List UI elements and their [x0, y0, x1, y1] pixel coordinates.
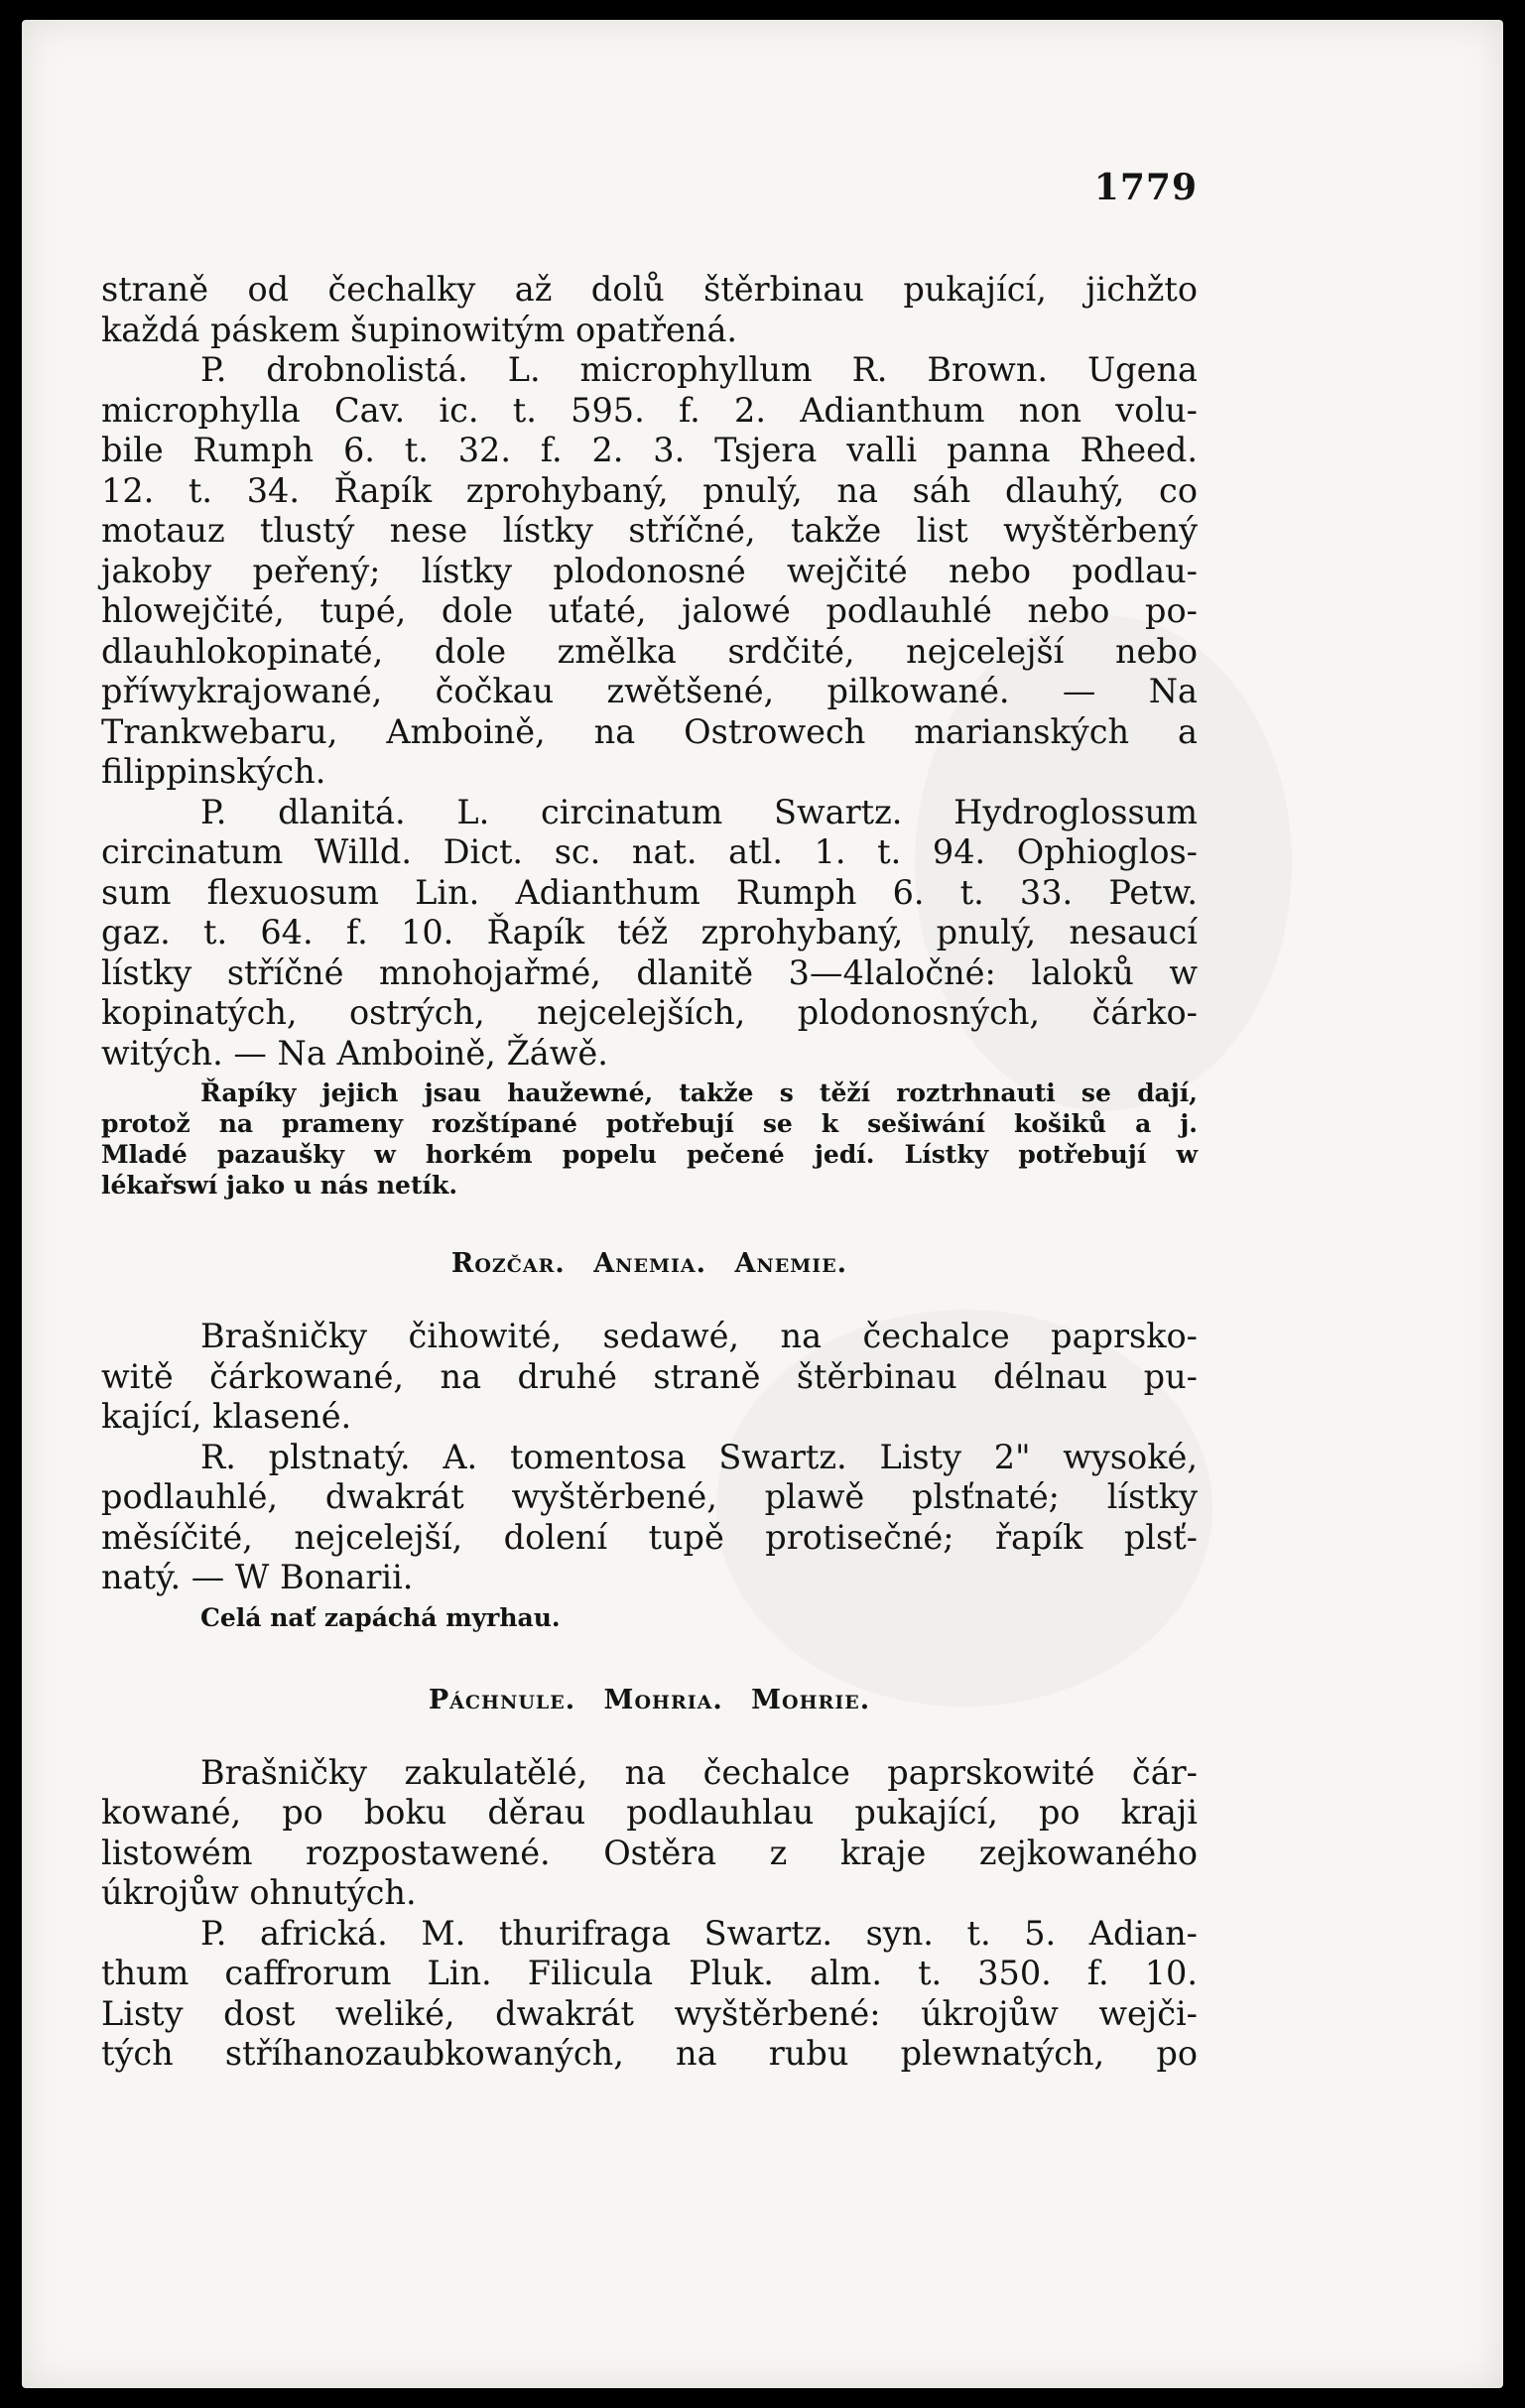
text-line: Řapíky jejich jsau haužewné, takže s těží roztrhnauti se dají, — [200, 1078, 1198, 1107]
paragraph-1 — [101, 270, 1198, 350]
paragraph-genus-pachnule — [101, 1753, 1198, 1914]
text-line: tých stříhanozaubkowaných, na rubu plewnatých, po — [101, 2034, 1198, 2073]
text-line: Trankwebaru, Amboině, na Ostrowech marianských a — [101, 711, 1198, 751]
paragraph-species-africka — [101, 1914, 1198, 2075]
text-line: circinatum Willd. Dict. sc. nat. atl. 1. t. 94. Ophioglos- — [101, 832, 1198, 871]
text-line: kopinatých, ostrých, nejcelejších, plodonosných, čárko- — [101, 993, 1198, 1032]
text-line: P. africká. M. thurifraga Swartz. syn. t. 5. Adian- — [200, 1913, 1198, 1953]
note-small-print — [101, 1602, 1198, 1633]
text-line: witě čárkowané, na druhé straně štěrbinau délnau pu- — [101, 1356, 1198, 1396]
page-number: 1779 — [1093, 167, 1198, 208]
text-line: hlowejčité, tupé, dole uťaté, jalowé podlauhlé nebo po- — [101, 591, 1198, 630]
note-small-print — [101, 1077, 1198, 1201]
scanned-book-page — [22, 20, 1503, 2388]
text-line: P. dlanitá. L. circinatum Swartz. Hydroglossum — [200, 792, 1198, 831]
text-line: filippinských. — [101, 752, 326, 791]
text-line: měsíčité, nejcelejší, dolení tupě protisečné; řapík plsť- — [101, 1517, 1198, 1557]
text-line: P. drobnolistá. L. microphyllum R. Brown. Ugena — [200, 350, 1198, 389]
paragraph-genus-rozcar — [101, 1317, 1198, 1438]
text-line: příwykrajowané, čočkau zwětšené, pilkowané. — Na — [101, 672, 1198, 710]
paragraph-species-plstnaty — [101, 1438, 1198, 1598]
text-line: kowané, po boku děrau podlauhlau pukající, po kraji — [101, 1793, 1198, 1832]
text-line: sum flexuosum Lin. Adianthum Rumph 6. t. 33. Petw. — [101, 872, 1198, 912]
text-line: protož na prameny rozštípané potřebují se k sešiwání košiků a j. — [101, 1109, 1198, 1138]
text-line: každá páskem šupinowitým opatřená. — [101, 310, 738, 349]
text-line: bile Rumph 6. t. 32. f. 2. 3. Tsjera valli panna Rheed. — [101, 431, 1198, 469]
text-line: Mladé pazaušky w horkém popelu pečené jedí. Lístky potřebují w — [101, 1140, 1198, 1169]
section-heading-pachnule: Páchnule. Mohria. Mohrie. — [428, 1684, 871, 1715]
text-line: dlauhlokopinaté, dole změlka srdčité, nejcelejší nebo — [101, 631, 1198, 671]
text-column — [101, 159, 1198, 2075]
section-heading-rozcar: Rozčar. Anemia. Anemie. — [450, 1248, 848, 1279]
text-line: lékařswí jako u nás netík. — [101, 1171, 458, 1200]
text-line: motauz tlustý nese lístky stříčné, takže list wyštěrbený — [101, 511, 1198, 550]
text-line: Celá nať zapáchá myrhau. — [200, 1602, 561, 1632]
text-line: lístky stříčné mnohojařmé, dlanitě 3—4laločné: laloků w — [101, 952, 1198, 992]
text-line: podlauhlé, dwakrát wyštěrbené, plawě plsťnaté; lístky — [101, 1477, 1198, 1516]
text-line: úkrojůw ohnutých. — [101, 1873, 417, 1912]
text-line: kající, klasené. — [101, 1397, 352, 1436]
paragraph-species-drobnolista — [101, 350, 1198, 793]
text-line: jakoby peřený; lístky plodonosné wejčité nebo podlau- — [101, 551, 1198, 590]
paragraph-species-dlanita — [101, 793, 1198, 1075]
text-line: Brašničky zakulatělé, na čechalce paprskowité čár- — [200, 1752, 1198, 1792]
text-line: Listy dost weliké, dwakrát wyštěrbené: úkrojůw wejči- — [101, 1993, 1198, 2033]
text-line: witých. — Na Amboině, Žáwě. — [101, 1033, 608, 1073]
text-line: thum caffrorum Lin. Filicula Pluk. alm. t. 350. f. 10. — [101, 1954, 1198, 1992]
text-line: listowém rozpostawené. Ostěra z kraje zejkowaného — [101, 1833, 1198, 1872]
text-line: 12. t. 34. Řapík zprohybaný, pnulý, na sáh dlauhý, co — [101, 470, 1198, 510]
text-line: microphylla Cav. ic. t. 595. f. 2. Adianthum non volu- — [101, 390, 1198, 430]
text-line: gaz. t. 64. f. 10. Řapík též zprohybaný, pnulý, nesaucí — [101, 913, 1198, 951]
text-line: straně od čechalky až dolů štěrbinau pukající, jichžto — [101, 270, 1198, 309]
text-line: R. plstnatý. A. tomentosa Swartz. Listy 2" wysoké, — [200, 1437, 1198, 1476]
text-line: Brašničky čihowité, sedawé, na čechalce paprsko- — [200, 1317, 1198, 1355]
text-line: natý. — W Bonarii. — [101, 1558, 414, 1596]
